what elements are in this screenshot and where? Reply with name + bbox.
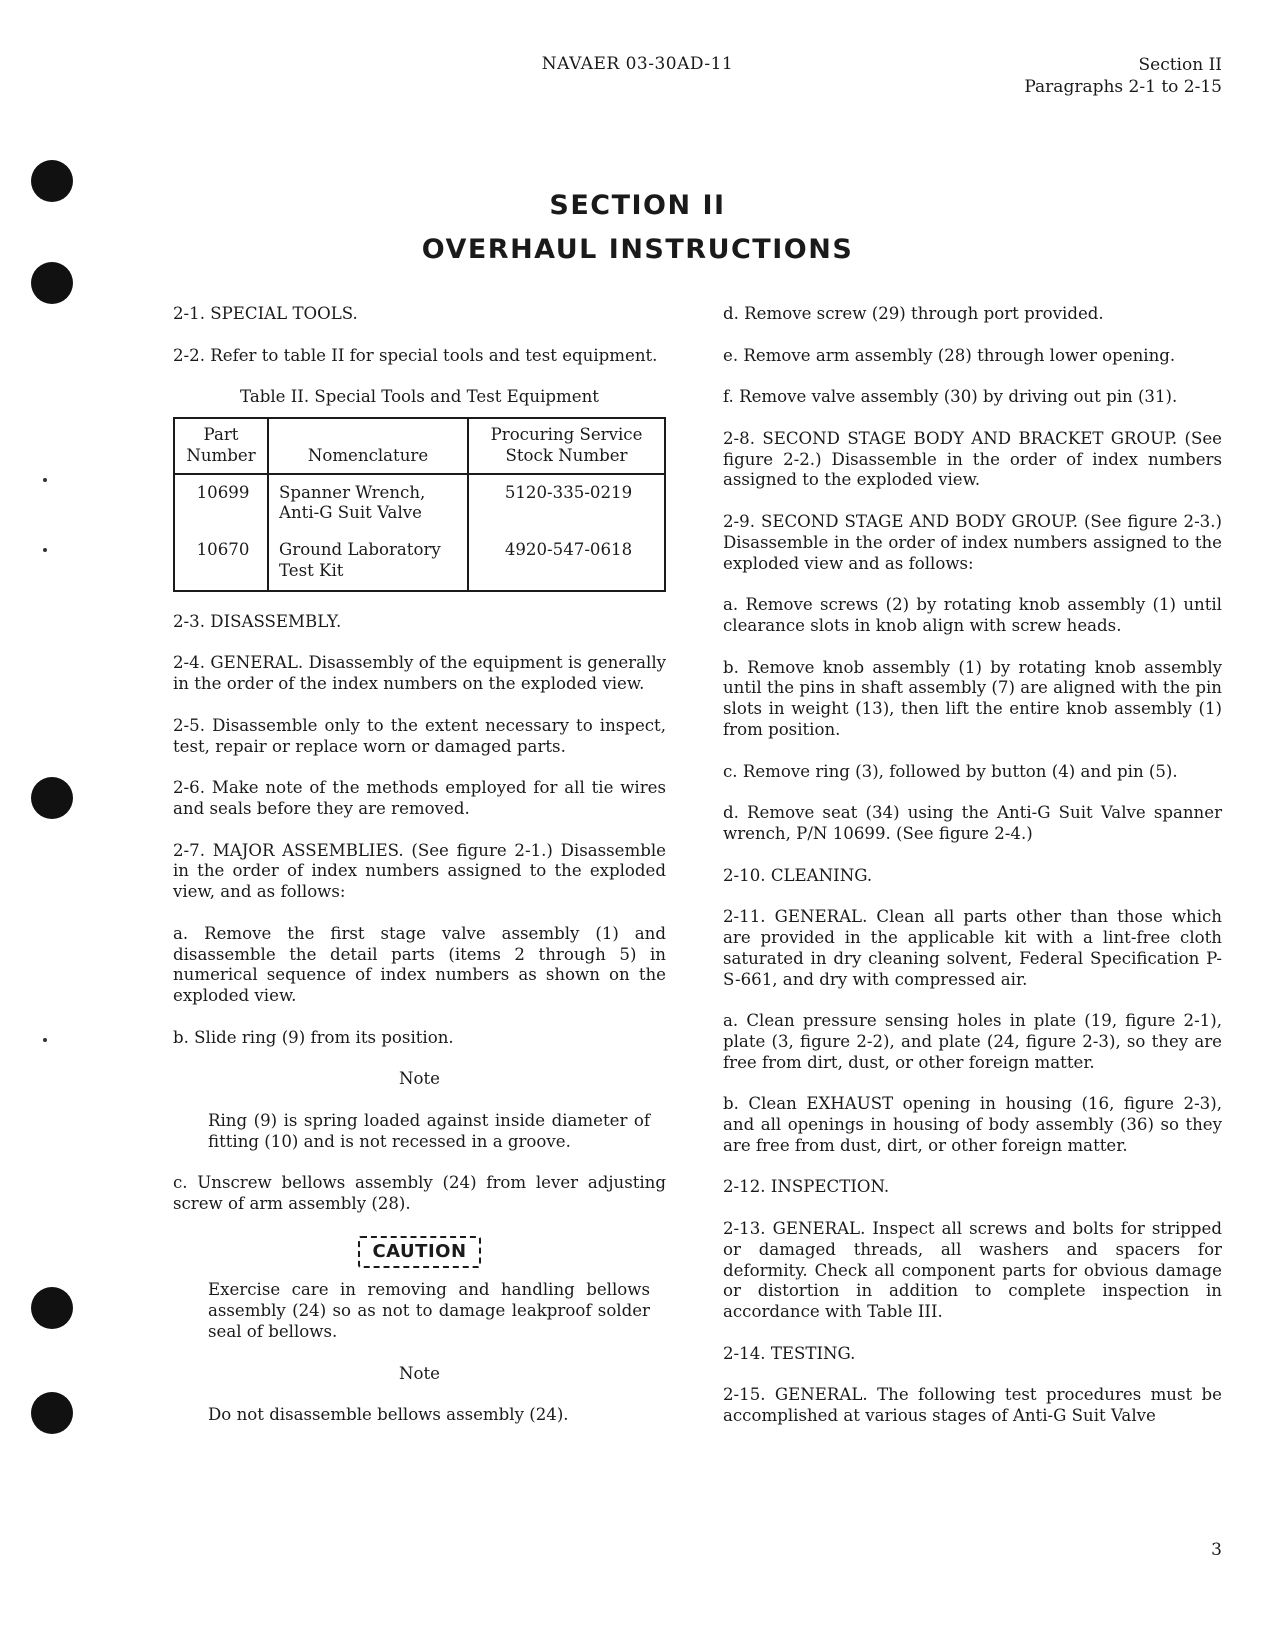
step-a: a. Remove screws (2) by rotating knob assembly (1) until clearance slots in knob align with screw heads. xyxy=(723,595,1222,635)
paragraph: 2-11. GENERAL. Clean all parts other than those which are provided in the applicable kit with a lint-free cloth saturated in dry cleaning solvent, Federal Specification P-S-661, and dry with compressed air. xyxy=(723,907,1222,989)
step-c: c. Remove ring (3), followed by button (4) and pin (5). xyxy=(723,761,1178,781)
paragraph: 2-3. DISASSEMBLY. xyxy=(173,611,342,631)
paragraph: 2-12. INSPECTION. xyxy=(723,1177,890,1197)
caution-text: Exercise care in removing and handling bellows assembly (24) so as not to damage leakproof solder seal of bellows. xyxy=(208,1280,650,1342)
section-subtitle: OVERHAUL INSTRUCTIONS xyxy=(421,234,854,265)
right-column xyxy=(723,304,1222,1427)
step-d: d. Remove seat (34) using the Anti-G Suit Valve spanner wrench, P/N 10699. (See figure 2-4.) xyxy=(723,803,1222,843)
column-header: Procuring Service Stock Number xyxy=(468,418,665,474)
binder-hole xyxy=(31,1392,73,1434)
step-b: b. Remove knob assembly (1) by rotating knob assembly until the pins in shaft assembly (7) are aligned with the pin slots in weight (13), then lift the entire knob assembly (1) from position. xyxy=(723,657,1222,739)
step-b: b. Clean EXHAUST opening in housing (16, figure 2-3), and all openings in housing of body assembly (36) so they are free from dust, dirt, or other foreign matter. xyxy=(723,1094,1222,1155)
table-row xyxy=(174,474,665,533)
stock-number-cell: 5120-335-0219 xyxy=(468,474,665,533)
paragraph: 2-5. Disassemble only to the extent necessary to inspect, test, repair or replace worn or damaged parts. xyxy=(173,715,666,756)
scan-speck xyxy=(43,478,47,482)
paragraph: 2-4. GENERAL. Disassembly of the equipment is generally in the order of the index numbers on the exploded view. xyxy=(173,653,666,694)
paragraph: 2-7. MAJOR ASSEMBLIES. (See figure 2-1.) Disassemble in the order of index numbers assigned to the exploded view, and as follows: xyxy=(173,840,666,902)
note-heading: Note xyxy=(399,1069,440,1089)
nomenclature-cell: Spanner Wrench, Anti-G Suit Valve xyxy=(268,474,468,533)
step-a: a. Remove the first stage valve assembly (1) and disassemble the detail parts (items 2 through 5) in numerical sequence of index numbers as shown on the exploded view. xyxy=(173,923,666,1006)
binder-hole xyxy=(31,262,73,304)
step-b: b. Slide ring (9) from its position. xyxy=(173,1027,454,1047)
paragraph: 2-10. CLEANING. xyxy=(723,865,873,885)
paragraph: 2-6. Make note of the methods employed for all tie wires and seals before they are removed. xyxy=(173,778,666,818)
special-tools-table xyxy=(173,417,666,592)
stock-number-cell: 4920-547-0618 xyxy=(468,532,665,591)
part-number-cell: 10699 xyxy=(174,474,268,533)
note-heading: Note xyxy=(399,1363,440,1383)
paragraph: 2-15. GENERAL. The following test procedures must be accomplished at various stages of Anti-G Suit Valve xyxy=(723,1385,1222,1426)
step-e: e. Remove arm assembly (28) through lower opening. xyxy=(723,345,1176,365)
note-text: Ring (9) is spring loaded against inside diameter of fitting (10) and is not recessed in a groove. xyxy=(208,1110,650,1151)
note-text: Do not disassemble bellows assembly (24). xyxy=(208,1405,569,1425)
table-header-row xyxy=(174,418,665,474)
left-column xyxy=(173,304,666,1447)
paragraph: 2-13. GENERAL. Inspect all screws and bolts for stripped or damaged threads, all washers and spacers for deformity. Check all component parts for obvious damage or distortion in addition to complete inspection in accordance with Table III. xyxy=(723,1219,1222,1322)
table-row xyxy=(174,532,665,591)
nomenclature-cell: Ground Laboratory Test Kit xyxy=(268,532,468,591)
column-header: Nomenclature xyxy=(268,418,468,474)
binder-hole xyxy=(31,777,73,819)
document-number: NAVAER 03-30AD-11 xyxy=(541,54,734,74)
binder-hole xyxy=(31,1287,73,1329)
section-label: Section II xyxy=(1138,55,1222,75)
caution-banner xyxy=(173,1236,666,1269)
scan-speck xyxy=(43,548,47,552)
paragraph-range: Paragraphs 2-1 to 2-15 xyxy=(1024,77,1222,97)
scan-speck xyxy=(43,1038,47,1042)
paragraph: 2-8. SECOND STAGE BODY AND BRACKET GROUP. (See figure 2-2.) Disassemble in the order of index numbers assigned to the exploded view. xyxy=(723,428,1222,490)
step-d: d. Remove screw (29) through port provided. xyxy=(723,304,1104,323)
part-number-cell: 10670 xyxy=(174,532,268,591)
caution-label: CAUTION xyxy=(358,1236,480,1269)
section-reference xyxy=(1024,54,1222,98)
page-number: 3 xyxy=(1211,1540,1222,1560)
paragraph: 2-1. SPECIAL TOOLS. xyxy=(173,304,358,323)
table-caption: Table II. Special Tools and Test Equipment xyxy=(240,387,599,407)
paragraph: 2-14. TESTING. xyxy=(723,1343,856,1363)
paragraph: 2-9. SECOND STAGE AND BODY GROUP. (See figure 2-3.) Disassemble in the order of index numbers assigned to the exploded view and as follows: xyxy=(723,511,1222,573)
step-f: f. Remove valve assembly (30) by driving out pin (31). xyxy=(723,387,1178,407)
section-title: SECTION II xyxy=(549,190,726,221)
step-a: a. Clean pressure sensing holes in plate (19, figure 2-1), plate (3, figure 2-2), and plate (24, figure 2-3), so they are free from dirt, dust, or other foreign matter. xyxy=(723,1011,1222,1072)
step-c: c. Unscrew bellows assembly (24) from lever adjusting screw of arm assembly (28). xyxy=(173,1173,666,1214)
paragraph: 2-2. Refer to table II for special tools and test equipment. xyxy=(173,345,658,365)
column-header: Part Number xyxy=(174,418,268,474)
